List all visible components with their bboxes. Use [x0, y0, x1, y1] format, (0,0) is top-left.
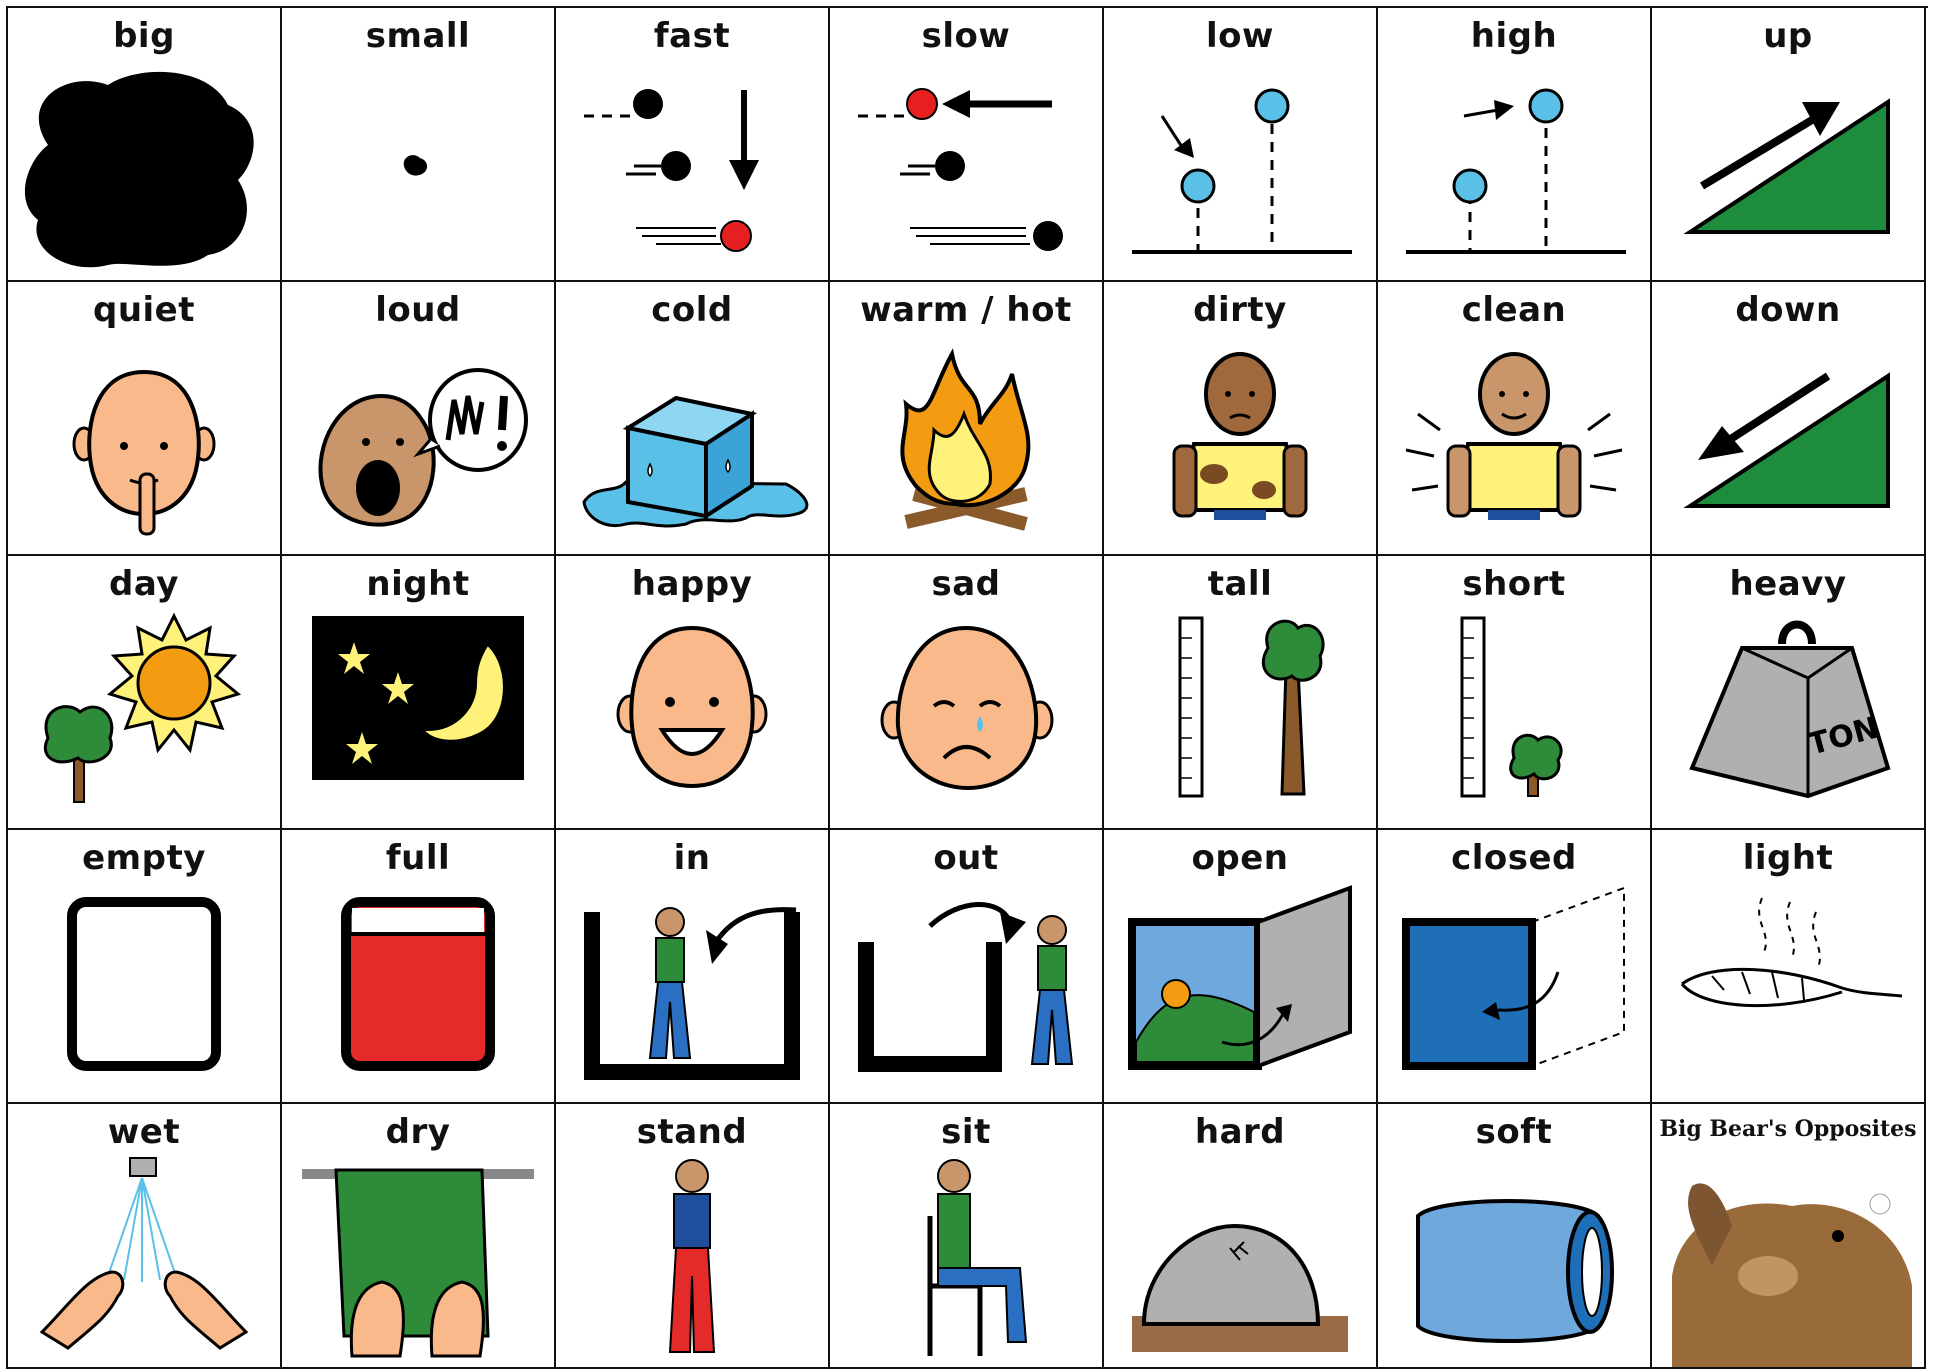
full-glass-icon [282, 882, 554, 1102]
card-big[interactable] [8, 8, 282, 282]
card-label: light [1742, 838, 1834, 878]
short-tree-icon [1378, 608, 1650, 828]
slow-balls-icon [830, 60, 1102, 280]
card-label: out [933, 838, 999, 878]
card-label: big [113, 16, 175, 56]
card-label: sad [931, 564, 1001, 604]
ton-weight-icon [1652, 608, 1924, 828]
card-label: full [385, 838, 451, 878]
card-label: down [1735, 290, 1841, 330]
card-wet[interactable] [8, 1104, 282, 1369]
card-label: clean [1461, 290, 1567, 330]
opposites-board [6, 6, 1928, 1369]
card-label: hard [1194, 1112, 1286, 1152]
card-cold[interactable] [556, 282, 830, 556]
tall-tree-icon [1104, 608, 1376, 828]
clean-boy-icon [1378, 334, 1650, 554]
pillow-icon [1378, 1156, 1650, 1369]
card-small[interactable] [282, 8, 556, 282]
card-label: day [109, 564, 179, 604]
board-title: Big Bear's Opposites [1659, 1116, 1917, 1142]
card-label: stand [636, 1112, 748, 1152]
high-ball-icon [1378, 60, 1650, 280]
card-label: high [1470, 16, 1558, 56]
ice-cube-icon [556, 334, 828, 554]
sitting-person-icon [830, 1156, 1102, 1369]
card-full[interactable] [282, 830, 556, 1104]
standing-person-icon [556, 1156, 828, 1369]
sad-face-icon [830, 608, 1102, 828]
card-label: dirty [1193, 290, 1287, 330]
card-light[interactable] [1652, 830, 1926, 1104]
card-label: dry [385, 1112, 451, 1152]
card-warm-hot[interactable] [830, 282, 1104, 556]
card-label: wet [107, 1112, 181, 1152]
card-low[interactable] [1104, 8, 1378, 282]
card-empty[interactable] [8, 830, 282, 1104]
bear-photo-icon [1652, 1156, 1924, 1368]
card-dry[interactable] [282, 1104, 556, 1369]
card-label: quiet [92, 290, 195, 330]
card-closed[interactable] [1378, 830, 1652, 1104]
card-in[interactable] [556, 830, 830, 1104]
down-slope-icon [1652, 334, 1924, 554]
card-label: loud [375, 290, 461, 330]
person-out-box-icon [830, 882, 1102, 1102]
towel-hands-icon [282, 1156, 554, 1369]
quiet-face-icon [8, 334, 280, 554]
card-day[interactable] [8, 556, 282, 830]
fast-balls-icon [556, 60, 828, 280]
card-label: closed [1451, 838, 1577, 878]
small-blob-icon [282, 60, 554, 280]
loud-face-icon [282, 334, 554, 554]
card-quiet[interactable] [8, 282, 282, 556]
card-tall[interactable] [1104, 556, 1378, 830]
moon-stars-icon [282, 608, 554, 828]
feather-icon [1652, 882, 1924, 1102]
svg-text:TON: TON [1804, 710, 1883, 763]
card-label: warm / hot [860, 290, 1072, 330]
card-heavy[interactable] [1652, 556, 1926, 830]
card-stand[interactable] [556, 1104, 830, 1369]
rock-icon [1104, 1156, 1376, 1369]
card-label: night [366, 564, 470, 604]
card-soft[interactable] [1378, 1104, 1652, 1369]
closed-window-icon [1378, 882, 1650, 1102]
card-short[interactable] [1378, 556, 1652, 830]
card-label: up [1763, 16, 1813, 56]
card-label: cold [651, 290, 733, 330]
card-down[interactable] [1652, 282, 1926, 556]
card-happy[interactable] [556, 556, 830, 830]
card-label: low [1206, 16, 1274, 56]
card-label: empty [82, 838, 206, 878]
card-label: tall [1207, 564, 1273, 604]
card-night[interactable] [282, 556, 556, 830]
empty-glass-icon [8, 882, 280, 1102]
card-label: heavy [1729, 564, 1847, 604]
dirty-boy-icon [1104, 334, 1376, 554]
card-out[interactable] [830, 830, 1104, 1104]
card-label: open [1191, 838, 1289, 878]
sun-tree-icon [8, 608, 280, 828]
card-slow[interactable] [830, 8, 1104, 282]
card-hard[interactable] [1104, 1104, 1378, 1369]
card-dirty[interactable] [1104, 282, 1378, 556]
card-sad[interactable] [830, 556, 1104, 830]
card-fast[interactable] [556, 8, 830, 282]
card-label: sit [941, 1112, 991, 1152]
wet-hands-icon [8, 1156, 280, 1369]
up-slope-icon [1652, 60, 1924, 280]
card-loud[interactable] [282, 282, 556, 556]
card-label: slow [921, 16, 1011, 56]
card-label: fast [653, 16, 731, 56]
open-window-icon [1104, 882, 1376, 1102]
card-sit[interactable] [830, 1104, 1104, 1369]
big-blob-icon [8, 60, 280, 280]
person-in-box-icon [556, 882, 828, 1102]
card-title[interactable] [1652, 1104, 1926, 1369]
card-up[interactable] [1652, 8, 1926, 282]
card-high[interactable] [1378, 8, 1652, 282]
card-clean[interactable] [1378, 282, 1652, 556]
card-label: in [673, 838, 711, 878]
card-open[interactable] [1104, 830, 1378, 1104]
card-label: happy [631, 564, 753, 604]
card-label: soft [1475, 1112, 1553, 1152]
card-label: short [1462, 564, 1566, 604]
card-label: small [365, 16, 471, 56]
low-ball-icon [1104, 60, 1376, 280]
fire-icon [830, 334, 1102, 554]
happy-face-icon [556, 608, 828, 828]
